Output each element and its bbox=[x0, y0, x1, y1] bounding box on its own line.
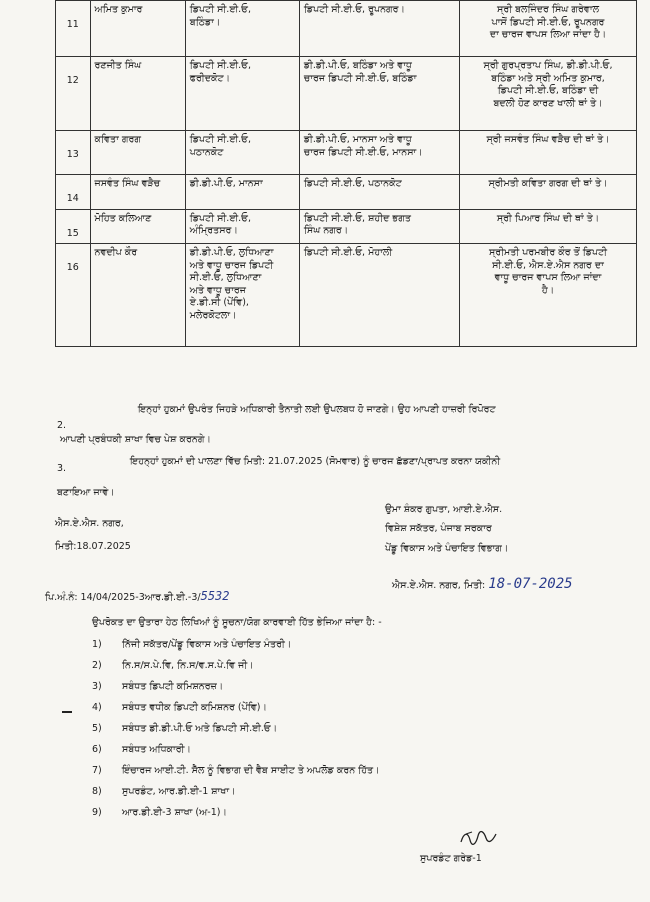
cell-posted bbox=[299, 57, 459, 131]
cell-remarks bbox=[460, 209, 637, 244]
cell-no bbox=[56, 209, 91, 244]
cell-line: ਬਠਿੰਡਾ। bbox=[189, 16, 221, 28]
cell-text: 11 bbox=[66, 19, 79, 30]
cell-line: ਚਾਰਜ ਡਿਪਟੀ ਸੀ.ਈ.ਓ, ਬਠਿੰਡਾ bbox=[303, 72, 417, 84]
para3-line1: ਇਹਨ੍ਹਾਂ ਹੁਕਮਾਂ ਦੀ ਪਾਲਣਾ ਵਿੱਚ ਮਿਤੀ: 21.07.2025 (ਸੋਮਵਾਰ) ਨੂੰ ਚਾਰਜ ਛੱਡਣਾ/ਪ੍ਰਾਪਤ ਕਰਨਾ ਯਕੀਨੀ bbox=[130, 456, 501, 467]
cell-text: 14 bbox=[66, 193, 79, 204]
cell-current bbox=[185, 1, 299, 57]
cell-line: ਅਤੇ ਵਾਧੂ ਚਾਰਜ bbox=[189, 284, 246, 296]
cell-no bbox=[56, 175, 91, 210]
cell-text: ਨਵਦੀਪ ਕੌਰ bbox=[94, 247, 138, 258]
list-item-text: ਸੁਪਰਡੰਟ, ਆਰ.ਡੀ.ਈ-1 ਸ਼ਾਖਾ। bbox=[122, 786, 236, 797]
para2-number: 2. bbox=[57, 420, 67, 431]
endorsement-ref bbox=[45, 590, 230, 604]
cell-name bbox=[90, 131, 185, 175]
cell-text: 15 bbox=[66, 227, 79, 239]
list-item-number: 3) bbox=[92, 681, 102, 692]
cell-remarks bbox=[460, 131, 637, 175]
cell-line: ਡਿਪਟੀ ਸੀ.ਈ.ਓ, ਸ਼ਹੀਦ ਭਗਤ bbox=[303, 212, 411, 224]
cell-line: ਹੈ। bbox=[541, 284, 555, 296]
date-left: ਮਿਤੀ:18.07.2025 bbox=[55, 541, 131, 552]
cell-current bbox=[185, 57, 299, 131]
cell-line: ਡੀ.ਡੀ.ਪੀ.ਓ, ਮਾਨਸਾ bbox=[189, 178, 263, 189]
cell-line: ਡਿਪਟੀ ਸੀ.ਈ.ਓ, ਰੂਪਨਗਰ। bbox=[303, 4, 405, 15]
cell-remarks bbox=[460, 244, 637, 347]
table-row bbox=[56, 175, 637, 210]
cell-line: ਡਿਪਟੀ ਸੀ.ਈ.ਓ, bbox=[189, 60, 251, 71]
cell-line: ਸੀ.ਈ.ਓ, ਐਸ.ਏ.ਐਸ ਨਗਰ ਦਾ bbox=[492, 259, 604, 271]
cell-text: ਅਮਿਤ ਕੁਮਾਰ bbox=[94, 4, 143, 15]
cell-line: ਦਾ ਚਾਰਜ ਵਾਪਸ ਲਿਆ ਜਾਂਦਾ ਹੈ। bbox=[489, 29, 607, 40]
cell-remarks bbox=[460, 1, 637, 57]
place-left: ਐਸ.ਏ.ਐਸ. ਨਗਰ, bbox=[55, 518, 124, 529]
list-item-text: ਸਬੰਧਤ ਡੀ.ਡੀ.ਪੀ.ਓ ਅਤੇ ਡਿਪਟੀ ਸੀ.ਈ.ਓ। bbox=[122, 723, 278, 734]
endorsement-signoff: ਸੁਪਰਡੰਟ ਗਰੇਡ-1 bbox=[420, 853, 482, 864]
endorsement-date-handwritten: 18-07-2025 bbox=[488, 576, 573, 592]
cell-remarks bbox=[460, 57, 637, 131]
list-item-number: 5) bbox=[92, 723, 102, 734]
cell-line: ਡੀ.ਡੀ.ਪੀ.ਓ, ਬਠਿੰਡਾ ਅਤੇ ਵਾਧੂ bbox=[303, 60, 412, 71]
cell-line: ਸੀ.ਈ.ਓ, ਲੁਧਿਆਣਾ bbox=[189, 272, 262, 283]
para3-line2: ਬਣਾਇਆ ਜਾਵੇ। bbox=[57, 487, 115, 498]
cell-line: ਸਿੰਘ ਨਗਰ। bbox=[303, 225, 349, 236]
list-item-text: ਸਬੰਧਤ ਡਿਪਟੀ ਕਮਿਸ਼ਨਰਜ਼। bbox=[122, 681, 224, 692]
cell-no bbox=[56, 57, 91, 131]
cell-line: ਪਾਸੋਂ ਡਿਪਟੀ ਸੀ.ਈ.ਓ, ਰੂਪਨਗਰ bbox=[491, 16, 605, 28]
cell-line: ਅਤੇ ਵਾਧੂ ਚਾਰਜ ਡਿਪਟੀ bbox=[189, 259, 274, 271]
endorsement-ref-prefix: ਪਿ.ਅੰ.ਨੰ: 14/04/2025-3ਆਰ.ਡੀ.ਈ.-3/ bbox=[45, 592, 201, 603]
cell-current bbox=[185, 175, 299, 210]
cell-name bbox=[90, 57, 185, 131]
cell-text: ਜਸਵੰਤ ਸਿੰਘ ਵੜੈਚ bbox=[94, 178, 161, 189]
signatory-designation: ਵਿਸ਼ੇਸ਼ ਸਕੱਤਰ, ਪੰਜਾਬ ਸਰਕਾਰ bbox=[385, 523, 492, 534]
cell-line: ਸ੍ਰੀ ਪਿਆਰ ਸਿੰਘ ਦੀ ਥਾਂ ਤੇ। bbox=[496, 212, 600, 224]
cell-name bbox=[90, 175, 185, 210]
list-item-number: 2) bbox=[92, 660, 102, 671]
table-row bbox=[56, 1, 637, 57]
cell-name bbox=[90, 244, 185, 347]
cell-text: 16 bbox=[66, 262, 79, 273]
cell-line: ਡਿਪਟੀ ਸੀ.ਈ.ਓ, bbox=[189, 134, 251, 145]
cell-line: ਪਠਾਨਕੋਟ bbox=[189, 146, 224, 158]
transfer-table-body bbox=[56, 1, 637, 347]
cell-line: ਸ੍ਰੀਮਤੀ ਪਰਮਬੀਰ ਕੌਰ ਤੋਂ ਡਿਪਟੀ bbox=[488, 247, 608, 258]
cell-line: ਡਿਪਟੀ ਸੀ.ਈ.ਓ, bbox=[189, 212, 251, 224]
cell-name bbox=[90, 209, 185, 244]
cell-line: ਵਾਧੂ ਚਾਰਜ ਵਾਪਸ ਲਿਆ ਜਾਂਦਾ bbox=[494, 272, 602, 283]
signatory-department: ਪੇਂਡੂ ਵਿਕਾਸ ਅਤੇ ਪੰਚਾਇਤ ਵਿਭਾਗ। bbox=[385, 543, 509, 554]
list-item-text: ਨਿੱਜੀ ਸਕੱਤਰ/ਪੇਂਡੂ ਵਿਕਾਸ ਅਤੇ ਪੰਚਾਇਤ ਮੰਤਰੀ। bbox=[122, 639, 292, 650]
cell-line: ਡਿਪਟੀ ਸੀ.ਈ.ਓ, ਪਠਾਨਕੋਟ bbox=[303, 178, 402, 189]
list-item-text: ਸਬੰਧਤ ਅਧਿਕਾਰੀ। bbox=[122, 744, 191, 755]
table-row bbox=[56, 244, 637, 347]
list-item-number: 4) bbox=[92, 702, 102, 713]
list-item-text: ਸਬੰਧਤ ਵਧੀਕ ਡਿਪਟੀ ਕਮਿਸ਼ਨਰ (ਪੇਂਵਿ)। bbox=[122, 702, 267, 713]
hand-mark bbox=[62, 711, 72, 713]
endorsement-intro: ਉਪਰੋਕਤ ਦਾ ਉਤਾਰਾ ਹੇਠ ਲਿਖਿਆਂ ਨੂੰ ਸੂਚਨਾ/ਯੋਗ ਕਾਰਵਾਈ ਹਿੱਤ ਭੇਜਿਆ ਜਾਂਦਾ ਹੈ: - bbox=[92, 617, 382, 628]
cell-posted bbox=[299, 175, 459, 210]
cell-posted bbox=[299, 244, 459, 347]
cell-line: ਏ.ਡੀ.ਸੀ (ਪੇਂਵਿ), bbox=[189, 297, 249, 308]
list-item-text: ਨਿ.ਸ/ਸ.ਪੇ.ਵਿ, ਨਿ.ਸ/ਵ.ਸ.ਪੇ.ਵਿ ਜੀ। bbox=[122, 660, 254, 671]
endorsement-place-date-prefix: ਐਸ.ਏ.ਐਸ. ਨਗਰ, ਮਿਤੀ: bbox=[392, 580, 486, 591]
table-row bbox=[56, 131, 637, 175]
list-item-number: 6) bbox=[92, 744, 102, 755]
cell-line: ਸ੍ਰੀ ਬਲਜਿੰਦਰ ਸਿੰਘ ਗਰੇਵਾਲ bbox=[497, 4, 599, 15]
para3-number: 3. bbox=[57, 463, 67, 474]
cell-remarks bbox=[460, 175, 637, 210]
cell-line: ਡੀ.ਡੀ.ਪੀ.ਓ, ਮਾਨਸਾ ਅਤੇ ਵਾਧੂ bbox=[303, 134, 412, 145]
list-item-text: ਆਰ.ਡੀ.ਈ-3 ਸ਼ਾਖਾ (ਅ-1)। bbox=[122, 807, 227, 818]
endorsement-place-date bbox=[392, 578, 573, 592]
table-row bbox=[56, 57, 637, 131]
cell-text: ਮੋਹਿਤ ਕਲਿਆਣ bbox=[94, 212, 152, 224]
list-item-number: 7) bbox=[92, 765, 102, 776]
cell-line: ਬਦਲੀ ਹੋਣ ਕਾਰਣ ਖਾਲੀ ਥਾਂ ਤੇ। bbox=[493, 97, 603, 109]
cell-no bbox=[56, 131, 91, 175]
table-row bbox=[56, 209, 637, 244]
cell-text: ਕਵਿਤਾ ਗਰਗ bbox=[94, 134, 141, 145]
cell-line: ਚਾਰਜ ਡਿਪਟੀ ਸੀ.ਈ.ਓ, ਮਾਨਸਾ। bbox=[303, 146, 423, 158]
para2-line1: ਇਨ੍ਹਾਂ ਹੁਕਮਾਂ ਉਪਰੰਤ ਜਿਹੜੇ ਅਧਿਕਾਰੀ ਤੈਨਾਤੀ ਲਈ ਉਪਲਬਧ ਹੋ ਜਾਣਗੇ। ਉਹ ਆਪਣੀ ਹਾਜ਼ਰੀ ਰਿਪੋਰਟ bbox=[138, 404, 496, 415]
cell-line: ਸ੍ਰੀ ਗੁਰਪ੍ਰਤਾਪ ਸਿੰਘ, ਡੀ.ਡੀ.ਪੀ.ਓ, bbox=[483, 60, 613, 71]
cell-line: ਬਠਿੰਡਾ ਅਤੇ ਸ੍ਰੀ ਅਮਿਤ ਕੁਮਾਰ, bbox=[491, 72, 605, 84]
cell-text: 13 bbox=[66, 149, 79, 160]
cell-current bbox=[185, 131, 299, 175]
cell-line: ਸ੍ਰੀ ਜਸਵੰਤ ਸਿੰਘ ਵੜੈਚ ਦੀ ਥਾਂ ਤੇ। bbox=[486, 134, 610, 145]
cell-name bbox=[90, 1, 185, 57]
cell-line: ਸ੍ਰੀਮਤੀ ਕਵਿਤਾ ਗਰਗ ਦੀ ਥਾਂ ਤੇ। bbox=[488, 178, 608, 189]
list-item-number: 1) bbox=[92, 639, 102, 650]
list-item-number: 8) bbox=[92, 786, 102, 797]
cell-current bbox=[185, 209, 299, 244]
cell-text: ਰਣਜੀਤ ਸਿੰਘ bbox=[94, 60, 142, 71]
endorsement-ref-number: 5532 bbox=[200, 589, 230, 603]
cell-line: ਡੀ.ਡੀ.ਪੀ.ਓ, ਲੁਧਿਆਣਾ bbox=[189, 247, 274, 258]
cell-line: ਡਿਪਟੀ ਸੀ.ਈ.ਓ, ਮੋਹਾਲੀ bbox=[303, 247, 393, 258]
cell-line: ਮਲੇਰਕੋਟਲਾ। bbox=[189, 309, 237, 321]
cell-posted bbox=[299, 1, 459, 57]
cell-no bbox=[56, 244, 91, 347]
para2-line2: ਆਪਣੀ ਪ੍ਰਬੰਧਕੀ ਸ਼ਾਖਾ ਵਿਚ ਪੇਸ਼ ਕਰਨਗੇ। bbox=[60, 434, 211, 445]
cell-posted bbox=[299, 209, 459, 244]
cell-no bbox=[56, 1, 91, 57]
cell-line: ਫਰੀਦਕੋਟ। bbox=[189, 72, 230, 84]
cell-posted bbox=[299, 131, 459, 175]
transfer-table bbox=[55, 0, 637, 347]
list-item-text: ਇੰਚਾਰਜ ਆਈ.ਟੀ. ਸੈੱਲ ਨੂੰ ਵਿਭਾਗ ਦੀ ਵੈਬ ਸਾਈਟ ਤੇ ਅਪਲੋਡ ਕਰਨ ਹਿੱਤ। bbox=[122, 765, 380, 776]
signature-mark bbox=[458, 828, 498, 848]
cell-text: 12 bbox=[66, 75, 79, 86]
list-item-number: 9) bbox=[92, 807, 102, 818]
cell-line: ਡਿਪਟੀ ਸੀ.ਈ.ਓ, ਬਠਿੰਡਾ ਦੀ bbox=[497, 85, 599, 96]
cell-current bbox=[185, 244, 299, 347]
signatory-name: ਉਮਾ ਸ਼ੰਕਰ ਗੁਪਤਾ, ਆਈ.ਏ.ਐਸ. bbox=[385, 504, 503, 515]
cell-line: ਅੰਮ੍ਰਿਤਸਰ। bbox=[189, 225, 238, 236]
cell-line: ਡਿਪਟੀ ਸੀ.ਈ.ਓ, bbox=[189, 4, 251, 15]
